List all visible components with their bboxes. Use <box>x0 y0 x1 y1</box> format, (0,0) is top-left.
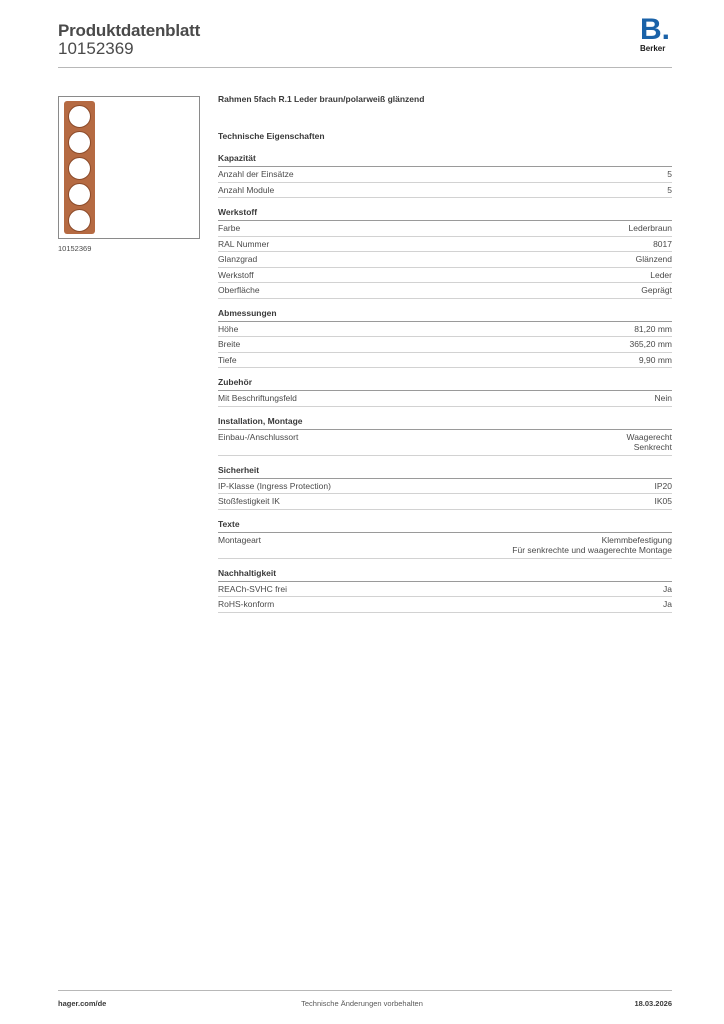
spec-value-line: 9,90 mm <box>638 354 672 365</box>
spec-value-line: 81,20 mm <box>634 323 672 334</box>
spec-value-line: Lederbraun <box>628 223 672 233</box>
logo-word: Berker <box>640 44 666 53</box>
spec-value <box>663 584 672 595</box>
spec-value <box>655 393 672 404</box>
footer-divider <box>58 990 672 991</box>
spec-label: IP-Klasse (Ingress Protection) <box>218 480 331 491</box>
footer-website: hager.com/de <box>58 999 107 1008</box>
spec-label: Montageart <box>218 534 261 545</box>
spec-row <box>218 479 672 495</box>
header-divider <box>58 67 672 68</box>
berker-logo <box>640 13 674 54</box>
spec-label: Oberfläche <box>218 285 260 295</box>
spec-value <box>634 324 672 335</box>
spec-value-line: Senkrecht <box>633 442 672 452</box>
spec-value <box>636 254 672 265</box>
spec-value <box>626 432 672 453</box>
spec-group <box>218 465 672 510</box>
spec-label: Anzahl Module <box>218 184 275 195</box>
spec-row <box>218 430 672 456</box>
spec-group <box>218 519 672 559</box>
frame-opening <box>68 183 91 206</box>
spec-value <box>650 270 672 281</box>
spec-value-line: 365,20 mm <box>629 339 672 349</box>
spec-value <box>653 239 672 250</box>
spec-group <box>218 416 672 456</box>
spec-value <box>655 496 673 507</box>
spec-row <box>218 283 672 299</box>
spec-value-line: Geprägt <box>641 285 672 295</box>
spec-groups <box>218 153 672 613</box>
spec-group <box>218 308 672 369</box>
spec-label: Tiefe <box>218 354 237 365</box>
product-name: Rahmen 5fach R.1 Leder braun/polarweiß glänzend <box>218 94 425 104</box>
footer-date: 18.03.2026 <box>634 999 672 1008</box>
spec-label: Stoßfestigkeit IK <box>218 496 280 506</box>
spec-label: Glanzgrad <box>218 254 258 264</box>
spec-value-line: Für senkrechte und waagerechte Montage <box>512 545 672 555</box>
spec-value <box>629 223 672 234</box>
spec-value-line: Glänzend <box>635 254 672 264</box>
spec-label: RoHS-konform <box>218 599 275 609</box>
spec-value-line: 8017 <box>653 238 672 249</box>
spec-row <box>218 183 672 199</box>
spec-label: REACh-SVHC frei <box>218 583 287 594</box>
spec-row <box>218 494 672 510</box>
spec-row <box>218 237 672 253</box>
group-title: Werkstoff <box>218 207 672 221</box>
spec-group <box>218 568 672 613</box>
spec-label: Höhe <box>218 323 239 334</box>
group-title: Abmessungen <box>218 308 672 322</box>
spec-value <box>663 599 672 610</box>
group-title: Sicherheit <box>218 465 672 479</box>
spec-label: Anzahl der Einsätze <box>218 169 294 179</box>
spec-value-line: Nein <box>654 393 672 403</box>
spec-value-line: Ja <box>663 599 672 609</box>
spec-value <box>512 535 672 556</box>
spec-row <box>218 167 672 183</box>
spec-value <box>667 185 672 196</box>
section-title: Technische Eigenschaften <box>218 131 325 141</box>
page-title: Produktdatenblatt <box>58 21 201 40</box>
footer-disclaimer: Technische Änderungen vorbehalten <box>301 999 423 1008</box>
group-title: Nachhaltigkeit <box>218 568 672 582</box>
spec-value-line: Leder <box>650 269 672 280</box>
frame-illustration <box>64 101 95 234</box>
spec-group <box>218 377 672 407</box>
spec-label: Werkstoff <box>218 269 254 280</box>
frame-opening <box>68 157 91 180</box>
spec-value <box>639 355 672 366</box>
frame-opening <box>68 131 91 154</box>
group-title: Zubehör <box>218 377 672 391</box>
spec-label: Breite <box>218 339 241 349</box>
spec-value-line: Waagerecht <box>626 431 672 442</box>
spec-label: Einbau-/Anschlussort <box>218 431 299 442</box>
spec-group <box>218 207 672 299</box>
spec-value-line: IK05 <box>654 496 672 506</box>
spec-row <box>218 597 672 613</box>
article-number: 10152369 <box>58 39 134 58</box>
product-image <box>58 96 200 239</box>
group-title: Kapazität <box>218 153 672 167</box>
spec-row <box>218 322 672 338</box>
spec-label: Farbe <box>218 223 241 233</box>
spec-label: RAL Nummer <box>218 238 270 249</box>
spec-value-line: 5 <box>667 169 672 179</box>
spec-row <box>218 337 672 353</box>
spec-value-line: IP20 <box>654 480 672 491</box>
group-title: Texte <box>218 519 672 533</box>
spec-value-line: 5 <box>667 184 672 195</box>
spec-value <box>629 339 672 350</box>
spec-row <box>218 533 672 559</box>
group-title: Installation, Montage <box>218 416 672 430</box>
spec-row <box>218 268 672 284</box>
spec-label: Mit Beschriftungsfeld <box>218 393 297 403</box>
spec-value <box>641 285 672 296</box>
spec-content <box>218 94 672 622</box>
spec-value <box>655 481 673 492</box>
logo-letter: B. <box>640 13 670 46</box>
spec-row <box>218 391 672 407</box>
spec-value <box>667 169 672 180</box>
spec-row <box>218 221 672 237</box>
spec-value-line: Ja <box>663 583 672 594</box>
spec-row <box>218 353 672 369</box>
spec-row <box>218 582 672 598</box>
frame-opening <box>68 105 91 128</box>
spec-value-line: Klemmbefestigung <box>601 534 672 545</box>
spec-group <box>218 153 672 198</box>
image-caption: 10152369 <box>58 244 92 253</box>
frame-opening <box>68 209 91 232</box>
spec-row <box>218 252 672 268</box>
